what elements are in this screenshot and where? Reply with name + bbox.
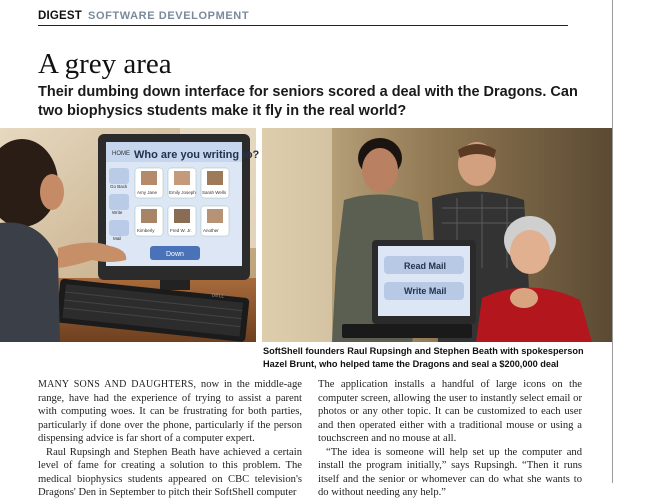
contact-3: Kimberly <box>137 228 155 233</box>
woman-face <box>510 230 550 274</box>
article-column-2 <box>318 378 582 500</box>
photo-touchscreen-art <box>0 128 260 342</box>
digest-label: DIGEST <box>38 10 83 22</box>
side-button-0: Go Back <box>110 184 128 189</box>
article-title: A grey area <box>38 48 172 80</box>
article-column-1 <box>38 378 302 500</box>
write-mail-label: Write Mail <box>404 286 447 296</box>
photo-touchscreen <box>0 128 260 342</box>
column2-paragraph-2: “The idea is someone will help set up the computer and install the program initially,” says Rupsingh. “Then it runs itself and the senior or whomever can do what she wants to do without needing any help.” <box>318 446 582 498</box>
keyboard-brand: DELL <box>211 292 225 300</box>
read-mail-label: Read Mail <box>404 261 447 271</box>
column1-paragraph-2: Raul Rupsingh and Stephen Beath have achieved a certain level of fame for creating a solution to this problem. The medical biophysics students appeared on CBC television's Dragons' Den in September to pitch their SoftShell computer <box>38 446 302 498</box>
side-buttons <box>109 168 129 241</box>
article-deck: Their dumbing down interface for seniors scored a deal with the Dragons. Can two biophysics students make it fly in the real world? <box>38 84 578 119</box>
photo-founders <box>262 128 612 342</box>
column2-paragraph-1: The application installs a handful of large icons on the computer screen, allowing the user to instantly select email or photos or any other topic. It can be customized to each user and then operated either with a traditional mouse or using a touchscreen and no mouse at all. <box>318 379 582 444</box>
section-label: SOFTWARE DEVELOPMENT <box>88 10 250 22</box>
contact-1: Emily Joseph <box>169 190 196 195</box>
section-header <box>38 8 249 24</box>
column1-paragraph-1-text: now in the middle-age range, have had the experience of trying to assist a parent with computing woes. It can be frustrating for both parties, particularly if done over the phone, particularly if the person dispensing advice is far short of a computer expert. <box>38 379 302 444</box>
column1-paragraph-1 <box>38 378 302 446</box>
down-label: Down <box>166 251 184 258</box>
photo-caption: SoftShell founders Raul Rupsingh and Stephen Beath with spokesperson Hazel Brunt, who helped tame the Dragons and seal a $200,000 deal <box>263 346 584 369</box>
contact-5: Another <box>203 228 219 233</box>
lead-caps: MANY SONS AND DAUGHTERS, <box>38 379 197 390</box>
contact-0: Amy Jane <box>137 190 158 195</box>
contact-2: Sarah Wells <box>202 190 227 195</box>
side-button-2: Mail <box>113 236 122 241</box>
contact-4: Fred W. Jr. <box>170 228 192 233</box>
home-label: HOME <box>112 151 130 157</box>
screen-prompt: Who are you writing to? <box>134 149 260 161</box>
photo-founders-art <box>262 128 612 342</box>
side-button-1: Write <box>112 210 123 215</box>
man1-face <box>362 148 398 192</box>
header-rule <box>38 25 568 26</box>
keyboard-right <box>342 324 472 338</box>
